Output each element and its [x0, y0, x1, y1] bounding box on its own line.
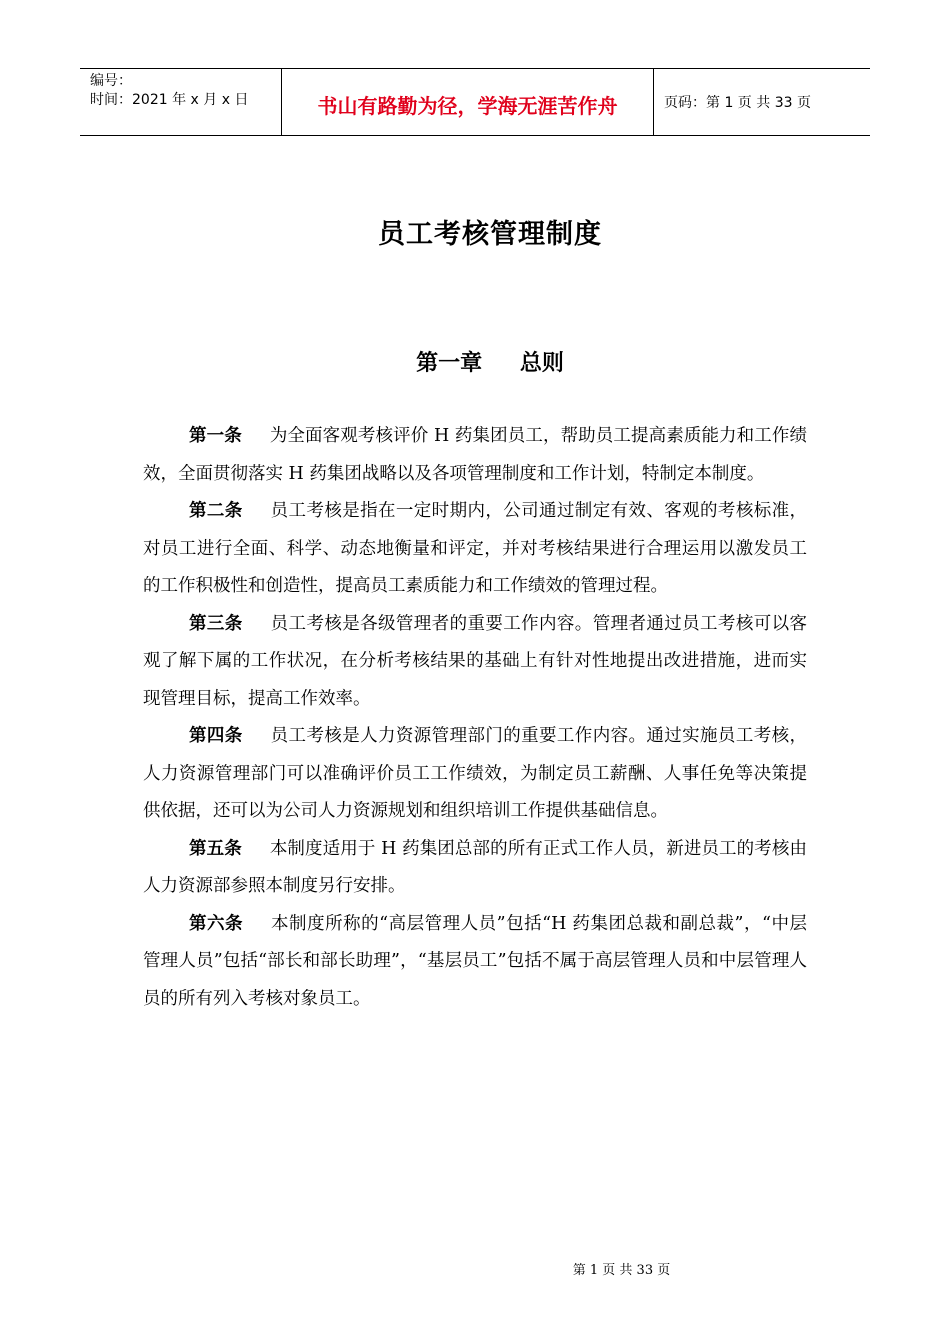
article-3 [143, 606, 807, 719]
article-text: 员工考核是指在一定时期内，公司通过制定有效、客观的考核标准，对员工进行全面、科学、动态地衡量和评定，并对考核结果进行合理运用以激发员工的工作积极性和创造性，提高员工素质能力和工作绩效的管理过程。 [143, 501, 807, 596]
article-label: 第五条 [189, 838, 242, 859]
article-text: 员工考核是人力资源管理部门的重要工作内容。通过实施员工考核，人力资源管理部门可以准确评价员工工作绩效，为制定员工薪酬、人事任免等决策提供依据，还可以为公司人力资源规划和组织培训工作提供基础信息。 [143, 726, 807, 821]
header-time-label: 时间：2021 年 x 月 x 日 [90, 92, 249, 108]
article-text: 本制度所称的“高层管理人员”包括“H 药集团总裁和副总裁”，“中层管理人员”包括“部长和部长助理”，“基层员工”包括不属于高层管理人员和中层管理人员的所有列入考核对象员工。 [143, 913, 807, 1009]
article-label: 第一条 [189, 426, 242, 446]
article-4 [143, 718, 807, 831]
chapter-heading: 第一章 总则 [416, 351, 564, 376]
header-motto: 书山有路勤为径，学海无涯苦作舟 [282, 69, 654, 135]
header-number-label: 编号： [90, 73, 132, 89]
document-title: 员工考核管理制度 [378, 219, 602, 250]
header-meta [80, 69, 282, 135]
article-text: 员工考核是各级管理者的重要工作内容。管理者通过员工考核可以客观了解下属的工作状况，在分析考核结果的基础上有针对性地提出改进措施，进而实现管理目标，提高工作效率。 [143, 613, 807, 709]
article-label: 第四条 [189, 726, 243, 746]
article-2 [143, 493, 807, 606]
page-footer: 第 1 页 共 33 页 [572, 1263, 671, 1278]
page-header [80, 68, 870, 136]
article-5 [143, 831, 807, 906]
document-body [143, 418, 807, 1018]
article-label: 第六条 [189, 913, 244, 934]
article-label: 第三条 [189, 613, 243, 634]
article-text: 为全面客观考核评价 H 药集团员工，帮助员工提高素质能力和工作绩效，全面贯彻落实 H 药集团战略以及各项管理制度和工作计划，特制定本制度。 [143, 426, 807, 484]
header-page-info: 页码：第 1 页 共 33 页 [664, 95, 811, 111]
article-6 [143, 906, 807, 1019]
article-label: 第二条 [189, 501, 243, 521]
article-text: 本制度适用于 H 药集团总部的所有正式工作人员，新进员工的考核由人力资源部参照本制度另行安排。 [143, 838, 807, 896]
article-1 [143, 418, 807, 493]
